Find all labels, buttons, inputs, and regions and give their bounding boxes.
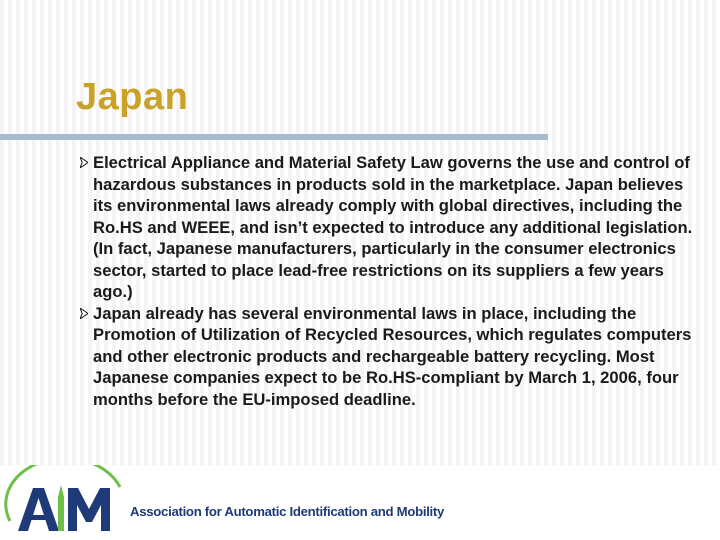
bullet-list <box>77 152 693 410</box>
bullet-text: Japan already has several environmental laws in place, including the Promotion of Utilization of Recycled Resources, which regulates computers and other electronic products and rechargeable battery recycling. Most Japanese companies expect to be Ro.HS-compliant by March 1, 2006, four months before the EU-imposed deadline. <box>93 303 692 409</box>
slide-title: Japan <box>76 76 189 118</box>
aim-logo <box>0 465 124 540</box>
bullet-text: Electrical Appliance and Material Safety Law governs the use and control of hazardous substances in products sold in the marketplace. Japan believes its environmental laws already comply with global directives, including the Ro.HS and WEEE, and isn’t expected to introduce any additional legislation. (In fact, Japanese manufacturers, particularly in the consumer electronics sector, started to place lead-free restrictions on its suppliers a few years ago.) <box>93 153 693 301</box>
arrowhead-bullet-icon <box>80 157 88 168</box>
organization-name: Association for Automatic Identification and Mobility <box>130 504 445 519</box>
bullet-item <box>77 303 693 411</box>
bullet-item <box>77 152 693 303</box>
title-underline <box>0 134 548 140</box>
arrowhead-bullet-icon <box>80 308 88 319</box>
